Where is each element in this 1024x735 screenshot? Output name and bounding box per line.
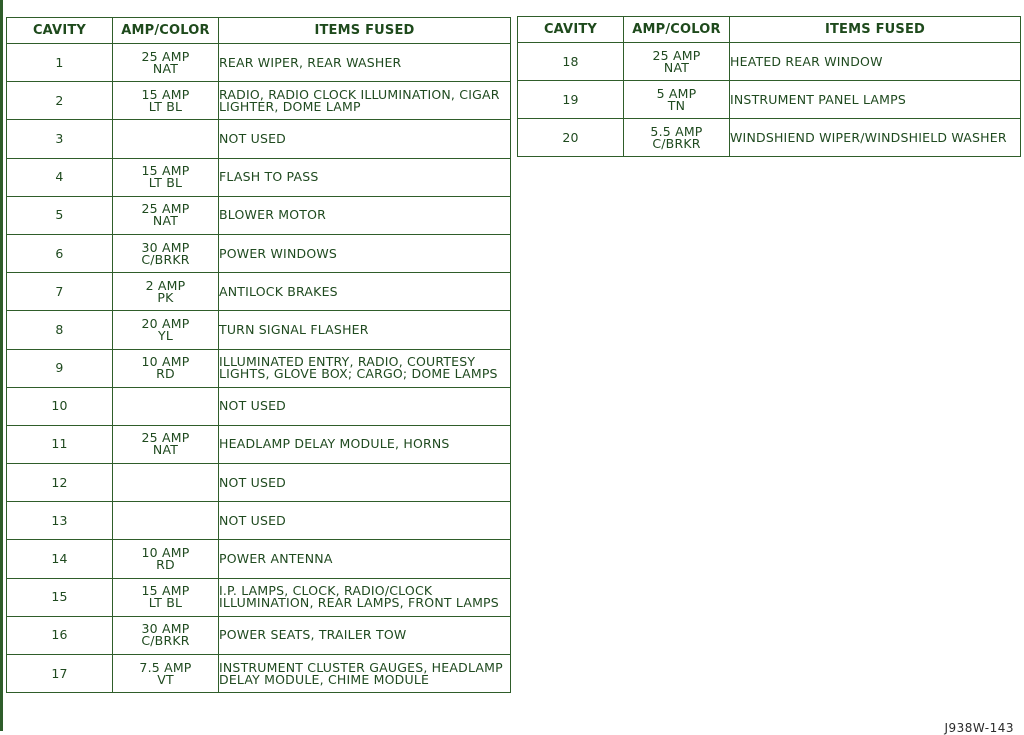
wire-color: NAT — [663, 59, 690, 75]
amp-rating: 5 AMP — [656, 85, 697, 101]
wire-color: PK — [157, 289, 174, 305]
amp-color-cell — [113, 349, 219, 387]
items-fused-cell: FLASH TO PASS — [219, 158, 511, 196]
wire-color: LT BL — [148, 175, 183, 191]
fuse-row — [7, 502, 511, 540]
cavity-cell: 6 — [7, 234, 113, 272]
items-fused-cell: HEATED REAR WINDOW — [730, 43, 1021, 81]
amp-color-header: AMP/COLOR — [624, 17, 730, 43]
cavity-cell: 15 — [7, 578, 113, 616]
cavity-header: CAVITY — [7, 18, 113, 44]
cavity-cell: 18 — [518, 43, 624, 81]
page-edge — [0, 0, 3, 731]
items-fused-cell: TURN SIGNAL FLASHER — [219, 311, 511, 349]
amp-color-cell — [624, 43, 730, 81]
items-fused-cell: NOT USED — [219, 120, 511, 158]
items-fused-cell: ANTILOCK BRAKES — [219, 273, 511, 311]
fuse-row — [518, 43, 1021, 81]
wire-color: RD — [156, 557, 175, 573]
amp-color-cell — [113, 196, 219, 234]
cavity-cell: 14 — [7, 540, 113, 578]
items-fused-cell: REAR WIPER, REAR WASHER — [219, 44, 511, 82]
items-fused-cell: INSTRUMENT CLUSTER GAUGES, HEADLAMP DELAY MODULE, CHIME MODULE — [219, 655, 511, 693]
fuse-row — [518, 81, 1021, 119]
fuse-row — [7, 616, 511, 654]
items-fused-cell: INSTRUMENT PANEL LAMPS — [730, 81, 1021, 119]
wire-color: C/BRKR — [652, 135, 701, 151]
cavity-cell: 19 — [518, 81, 624, 119]
fuse-row — [518, 119, 1021, 157]
items-fused-cell: POWER ANTENNA — [219, 540, 511, 578]
fuse-row — [7, 158, 511, 196]
cavity-cell: 20 — [518, 119, 624, 157]
fuse-row — [7, 464, 511, 502]
amp-rating: 15 AMP — [141, 163, 190, 179]
items-fused-cell: WINDSHIEND WIPER/WINDSHIELD WASHER — [730, 119, 1021, 157]
amp-rating: 7.5 AMP — [139, 659, 192, 675]
cavity-header: CAVITY — [518, 17, 624, 43]
items-fused-cell: ILLUMINATED ENTRY, RADIO, COURTESY LIGHTS, GLOVE BOX; CARGO; DOME LAMPS — [219, 349, 511, 387]
fuse-table-right — [517, 16, 1021, 157]
amp-color-cell — [113, 578, 219, 616]
amp-color-cell — [624, 119, 730, 157]
items-fused-header: ITEMS FUSED — [730, 17, 1021, 43]
cavity-cell: 2 — [7, 82, 113, 120]
amp-rating: 30 AMP — [141, 239, 190, 255]
wire-color: LT BL — [148, 595, 183, 611]
items-fused-cell: NOT USED — [219, 464, 511, 502]
amp-rating: 5.5 AMP — [650, 123, 703, 139]
items-fused-cell: RADIO, RADIO CLOCK ILLUMINATION, CIGAR LIGHTER, DOME LAMP — [219, 82, 511, 120]
items-fused-header: ITEMS FUSED — [219, 18, 511, 44]
amp-rating: 2 AMP — [145, 277, 186, 293]
wire-color: YL — [158, 327, 173, 343]
items-fused-cell: HEADLAMP DELAY MODULE, HORNS — [219, 425, 511, 463]
amp-color-cell — [113, 158, 219, 196]
wire-color: VT — [157, 671, 174, 687]
wire-color: NAT — [152, 213, 179, 229]
cavity-cell: 16 — [7, 616, 113, 654]
cavity-cell: 5 — [7, 196, 113, 234]
fuse-row — [7, 540, 511, 578]
amp-color-cell — [113, 616, 219, 654]
amp-color-cell — [113, 464, 219, 502]
wire-color: RD — [156, 366, 175, 382]
fuse-row — [7, 425, 511, 463]
fuse-row — [7, 349, 511, 387]
wire-color: NAT — [152, 60, 179, 76]
cavity-cell: 13 — [7, 502, 113, 540]
wire-color: C/BRKR — [141, 251, 190, 267]
items-fused-cell: BLOWER MOTOR — [219, 196, 511, 234]
amp-rating: 15 AMP — [141, 86, 190, 102]
items-fused-cell: NOT USED — [219, 387, 511, 425]
fuse-row — [7, 655, 511, 693]
header-row — [518, 17, 1021, 43]
amp-color-cell — [113, 311, 219, 349]
items-fused-cell: POWER WINDOWS — [219, 234, 511, 272]
amp-color-cell — [113, 82, 219, 120]
cavity-cell: 12 — [7, 464, 113, 502]
amp-rating: 10 AMP — [141, 354, 190, 370]
amp-rating: 15 AMP — [141, 583, 190, 599]
amp-color-cell — [113, 387, 219, 425]
fuse-row — [7, 44, 511, 82]
fuse-row — [7, 120, 511, 158]
cavity-cell: 9 — [7, 349, 113, 387]
items-fused-cell: POWER SEATS, TRAILER TOW — [219, 616, 511, 654]
cavity-cell: 11 — [7, 425, 113, 463]
fuse-row — [7, 234, 511, 272]
fuse-row — [7, 311, 511, 349]
amp-color-cell — [113, 234, 219, 272]
fuse-row — [7, 82, 511, 120]
amp-rating: 20 AMP — [141, 315, 190, 331]
fuse-row — [7, 273, 511, 311]
items-fused-cell: I.P. LAMPS, CLOCK, RADIO/CLOCK ILLUMINATION, REAR LAMPS, FRONT LAMPS — [219, 578, 511, 616]
items-fused-cell: NOT USED — [219, 502, 511, 540]
amp-rating: 10 AMP — [141, 545, 190, 561]
cavity-cell: 10 — [7, 387, 113, 425]
amp-color-cell — [113, 273, 219, 311]
fuse-row — [7, 196, 511, 234]
amp-color-cell — [113, 120, 219, 158]
wire-color: LT BL — [148, 98, 183, 114]
amp-color-cell — [624, 81, 730, 119]
wire-color: C/BRKR — [141, 633, 190, 649]
wire-color: NAT — [152, 442, 179, 458]
amp-color-cell — [113, 502, 219, 540]
cavity-cell: 4 — [7, 158, 113, 196]
cavity-cell: 1 — [7, 44, 113, 82]
wire-color: TN — [667, 97, 686, 113]
amp-rating: 30 AMP — [141, 621, 190, 637]
amp-rating: 25 AMP — [141, 430, 190, 446]
amp-color-cell — [113, 44, 219, 82]
amp-color-header: AMP/COLOR — [113, 18, 219, 44]
figure-code: J938W-143 — [944, 721, 1014, 735]
cavity-cell: 8 — [7, 311, 113, 349]
amp-rating: 25 AMP — [652, 47, 701, 63]
amp-rating: 25 AMP — [141, 48, 190, 64]
amp-rating: 25 AMP — [141, 201, 190, 217]
cavity-cell: 3 — [7, 120, 113, 158]
amp-color-cell — [113, 655, 219, 693]
header-row — [7, 18, 511, 44]
fuse-row — [7, 578, 511, 616]
cavity-cell: 7 — [7, 273, 113, 311]
amp-color-cell — [113, 425, 219, 463]
cavity-cell: 17 — [7, 655, 113, 693]
amp-color-cell — [113, 540, 219, 578]
fuse-row — [7, 387, 511, 425]
fuse-table-left — [6, 17, 511, 693]
